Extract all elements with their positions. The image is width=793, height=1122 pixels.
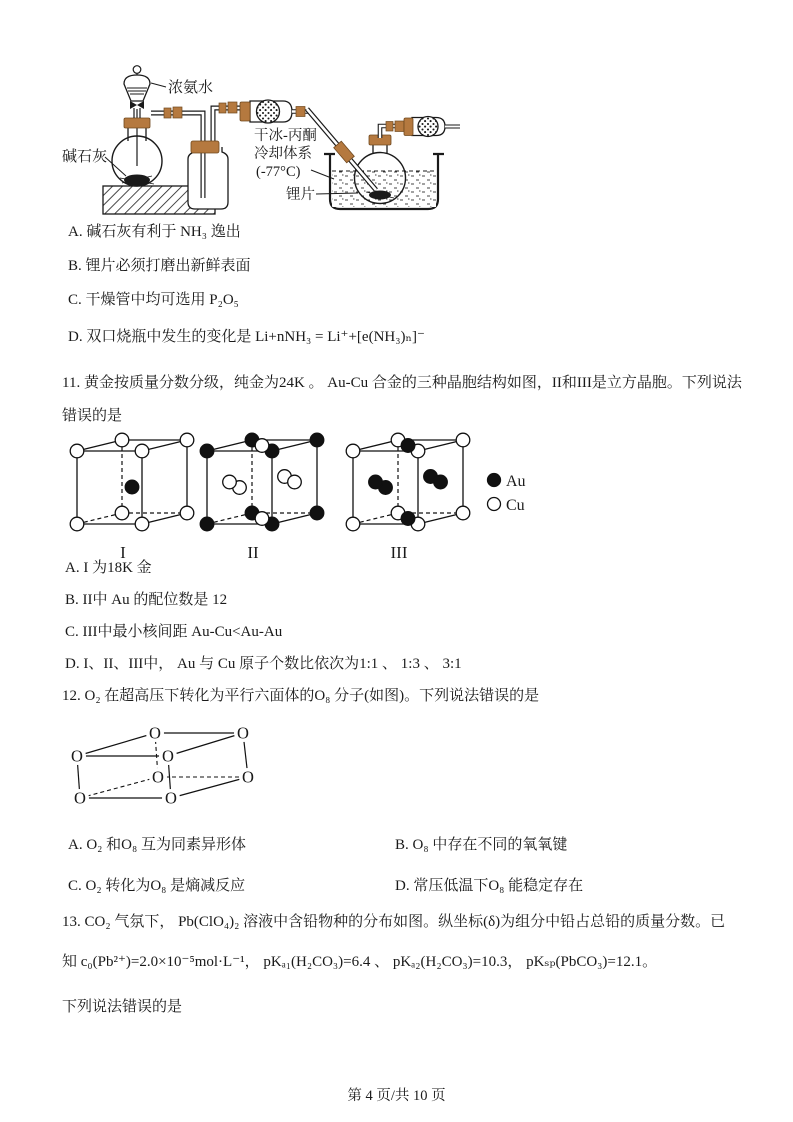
q10-option-a: A. 碱石灰有利于 NH₃ 逸出 xyxy=(68,224,241,240)
cell-label: III xyxy=(390,543,408,562)
joint xyxy=(296,107,305,117)
q10-option-d: D. 双口烧瓶中发生的变化是 Li+nNH₃ = Li⁺+[e(NH₃)ₙ]⁻ xyxy=(68,329,425,345)
oxygen-atom: O xyxy=(162,746,174,766)
atom-cu xyxy=(135,517,149,531)
q11-option-d: D. I、II、III中， Au 与 Cu 原子个数比依次为1:1 、 1:3 、 3:1 xyxy=(65,656,462,672)
q10-option-c: C. 干燥管中均可选用 P₂O₅ xyxy=(68,292,239,308)
joint xyxy=(164,108,171,118)
atom-au xyxy=(401,439,415,453)
stopcock-icon xyxy=(130,101,144,109)
atom-cu xyxy=(180,506,194,520)
legend-label: Au xyxy=(506,473,526,490)
cooling-label-2: 冷却体系 xyxy=(254,146,312,162)
atom-cu xyxy=(346,444,360,458)
atom-cu xyxy=(346,517,360,531)
q12-option-d: D. 常压低温下O₈ 能稳定存在 xyxy=(395,878,584,894)
desiccant-ball xyxy=(418,117,438,137)
q12-stem: 12. O₂ 在超高压下转化为平行六面体的O₈ 分子(如图)。下列说法错误的是 xyxy=(62,688,540,704)
atom-au xyxy=(125,480,139,494)
cooling-label-3: (-77°C) xyxy=(256,164,301,180)
atom-au xyxy=(310,506,324,520)
joint xyxy=(173,107,182,118)
q13-stem-line3: 下列说法错误的是 xyxy=(62,999,183,1015)
atom-au xyxy=(310,433,324,447)
oxygen-atom: O xyxy=(152,767,164,787)
oxygen-atom: O xyxy=(242,767,254,787)
legend-cu-icon xyxy=(488,498,501,511)
atom-au xyxy=(434,475,448,489)
atom-au xyxy=(401,512,415,526)
atom-au xyxy=(200,444,214,458)
bath-liquid xyxy=(332,171,436,207)
wash-bottle xyxy=(188,147,228,209)
q11-option-a: A. I 为18K 金 xyxy=(65,560,152,576)
oxygen-atom: O xyxy=(71,746,83,766)
legend-au-icon xyxy=(488,474,501,487)
atom-cu xyxy=(456,433,470,447)
soda-lime-solid xyxy=(124,175,150,186)
soda-lime-label: 碱石灰 xyxy=(62,149,108,165)
drying-tube-1 xyxy=(240,100,310,123)
crystal-cells-figure xyxy=(62,428,542,562)
q13-stem-line2: 知 c₀(Pb²⁺)=2.0×10⁻⁵mol·L⁻¹， pKₐ₁(H₂CO₃)=6.4 、 pKₐ₂(H₂CO₃)=10.3， pKₛₚ(PbCO₃)=12.1。 xyxy=(62,954,658,970)
atom-cu xyxy=(255,439,269,453)
q11-option-c: C. III中最小核间距 Au-Cu<Au-Au xyxy=(65,624,283,640)
q12-option-a: A. O₂ 和O₈ 互为同素异形体 xyxy=(68,837,246,853)
cold-bath xyxy=(324,154,444,209)
q10-option-b: B. 锂片必须打磨出新鲜表面 xyxy=(68,258,251,274)
atom-cu xyxy=(70,517,84,531)
oxygen-atom: O xyxy=(237,723,249,743)
pointer-line xyxy=(151,83,166,87)
unit-cell-I xyxy=(70,433,194,562)
q11-option-b: B. II中 Au 的配位数是 12 xyxy=(65,592,228,608)
cell-label: I xyxy=(120,543,126,562)
round-flask xyxy=(112,109,162,186)
atom-cu xyxy=(456,506,470,520)
cell-label: II xyxy=(247,543,259,562)
q11-stem-line1: 11. 黄金按质量分数分级，纯金为24K 。 Au-Cu 合金的三种晶胞结构如图，II和III是立方晶胞。下列说法 xyxy=(62,375,742,391)
o8-molecule-figure xyxy=(58,716,358,816)
legend-label: Cu xyxy=(506,497,525,514)
atom-au xyxy=(369,475,383,489)
outlet-assembly xyxy=(380,117,460,139)
joint xyxy=(228,102,237,113)
q12-option-b: B. O₈ 中存在不同的氧氧键 xyxy=(395,837,568,853)
oxygen-atom: O xyxy=(149,723,161,743)
stopper xyxy=(191,141,219,153)
unit-cell-II xyxy=(200,433,324,562)
atom-cu xyxy=(255,512,269,526)
joint xyxy=(395,121,404,132)
oxygen-atom: O xyxy=(74,788,86,808)
stopper xyxy=(124,118,150,128)
atom-cu xyxy=(115,433,129,447)
atom-cu xyxy=(115,506,129,520)
unit-cell-III xyxy=(346,433,470,562)
atom-cu xyxy=(180,433,194,447)
page-number: 第 4 页/共 10 页 xyxy=(347,1088,446,1104)
joint xyxy=(386,122,393,132)
q11-stem-line2: 错误的是 xyxy=(62,408,123,424)
cooling-label-1: 干冰-丙酮 xyxy=(254,128,317,144)
atom-cu xyxy=(223,475,237,489)
atom-cu xyxy=(135,444,149,458)
joint xyxy=(219,103,226,113)
desiccant-ball xyxy=(257,100,280,123)
atom-au xyxy=(200,517,214,531)
stopper xyxy=(404,118,413,136)
lithium-label: 锂片 xyxy=(286,187,315,203)
stopper xyxy=(240,102,250,121)
ammonia-label: 浓氨水 xyxy=(168,80,214,96)
apparatus-figure xyxy=(58,62,468,219)
oxygen-atom: O xyxy=(165,788,177,808)
q12-option-c: C. O₂ 转化为O₈ 是熵减反应 xyxy=(68,878,246,894)
atom-cu xyxy=(70,444,84,458)
q13-stem-line1: 13. CO₂ 气氛下， Pb(ClO₄)₂ 溶液中含铅物种的分布如图。纵坐标(δ)为组分中铅占总铅的质量分数。已 xyxy=(62,914,726,930)
atom-cu xyxy=(288,475,302,489)
